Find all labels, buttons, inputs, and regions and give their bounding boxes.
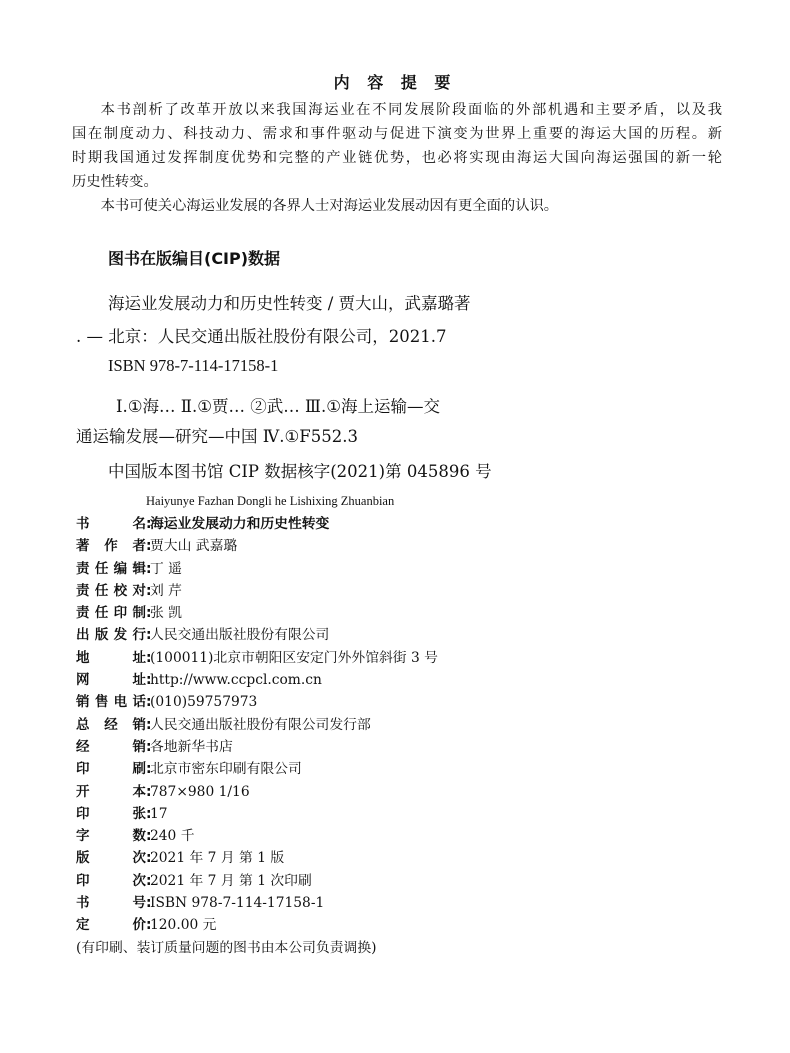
- summary-title: 内 容 提 要: [333, 73, 457, 92]
- row-value: 北京市密东印刷有限公司: [150, 761, 302, 778]
- row-label: 开本: [76, 783, 146, 800]
- row-value: 张 凯: [150, 605, 182, 622]
- cip-isbn-line: ISBN 978-7-114-17158-1: [108, 356, 279, 375]
- copyright-row-format: 开本:787×980 1/16: [76, 781, 438, 803]
- row-value: 787×980 1/16: [150, 783, 250, 800]
- copyright-row-author: 著作者:贾大山 武嘉璐: [76, 535, 438, 557]
- row-value: 240 千: [150, 828, 195, 845]
- row-value: (010)59757973: [150, 694, 258, 711]
- row-label: 定价: [76, 917, 146, 934]
- cip-title-line: 海运业发展动力和历史性转变 / 贾大山，武嘉璐著: [108, 294, 471, 313]
- row-label: 总经销: [76, 716, 146, 733]
- row-value: (100011)北京市朝阳区安定门外外馆斜街 3 号: [150, 649, 438, 666]
- quality-note: (有印刷、装订质量问题的图书由本公司负责调换): [76, 939, 377, 956]
- copyright-row-distributor: 总经销:人民交通出版社股份有限公司发行部: [76, 714, 438, 736]
- row-value: 17: [150, 805, 168, 822]
- copyright-row-proofreader: 责任校对:刘 芹: [76, 580, 438, 602]
- row-value: 人民交通出版社股份有限公司发行部: [150, 716, 371, 733]
- row-value: 120.00 元: [150, 917, 217, 934]
- copyright-block: [76, 513, 438, 959]
- row-label: 责任校对: [76, 582, 146, 599]
- copyright-row-printer: 印刷:北京市密东印刷有限公司: [76, 758, 438, 780]
- row-label: 网址: [76, 672, 146, 689]
- row-value: 丁 遥: [150, 560, 182, 577]
- copyright-row-edition: 版次:2021 年 7 月 第 1 版: [76, 847, 438, 869]
- row-value: 海运业发展动力和历史性转变: [150, 516, 330, 532]
- row-label: 印刷: [76, 761, 146, 778]
- summary-line: 时期我国通过发挥制度优势和完整的产业链优势，也必将实现由海运大国向海运强国的新一轮: [72, 150, 722, 166]
- copyright-row-price: 定价:120.00 元: [76, 914, 438, 936]
- row-label: 书号: [76, 895, 146, 912]
- row-label: 销售电话: [76, 694, 146, 711]
- copyright-row-isbn: 书号:ISBN 978-7-114-17158-1: [76, 892, 438, 914]
- row-value: 贾大山 武嘉璐: [150, 538, 238, 555]
- row-label: 版次: [76, 850, 146, 867]
- copyright-row-printing: 印次:2021 年 7 月 第 1 次印刷: [76, 870, 438, 892]
- copyright-row-printing-supervisor: 责任印制:张 凯: [76, 602, 438, 624]
- copyright-row-address: 地址:(100011)北京市朝阳区安定门外外馆斜街 3 号: [76, 647, 438, 669]
- row-value: 刘 芹: [150, 582, 182, 599]
- summary-line: 本书可使关心海运业发展的各界人士对海运业发展动因有更全面的认识。: [100, 198, 559, 214]
- row-value: 各地新华书店: [150, 738, 233, 755]
- pinyin-title: Haiyunye Fazhan Dongli he Lishixing Zhuanbian: [146, 494, 395, 508]
- summary-line: 国在制度动力、科技动力、需求和事件驱动与促进下演变为世界上重要的海运大国的历程。新: [72, 126, 722, 142]
- copyright-row-publisher: 出版发行:人民交通出版社股份有限公司: [76, 624, 438, 646]
- row-label: 地址: [76, 649, 146, 666]
- row-label: 责任印制: [76, 605, 146, 622]
- row-value: ISBN 978-7-114-17158-1: [150, 895, 325, 912]
- copyright-row-seller: 经销:各地新华书店: [76, 736, 438, 758]
- copyright-row-website: 网址:http://www.ccpcl.com.cn: [76, 669, 438, 691]
- cip-number-line: 中国版本图书馆 CIP 数据核字(2021)第 045896 号: [108, 462, 492, 481]
- copyright-row-phone: 销售电话:(010)59757973: [76, 691, 438, 713]
- cip-subject-line: Ⅰ.①海… Ⅱ.①贾… ②武… Ⅲ.①海上运输—交: [116, 397, 440, 416]
- row-label: 书名: [76, 516, 146, 532]
- row-value: 2021 年 7 月 第 1 版: [150, 850, 285, 867]
- row-value: http://www.ccpcl.com.cn: [150, 672, 322, 689]
- copyright-row-word-count: 字数:240 千: [76, 825, 438, 847]
- cip-heading: 图书在版编目(CIP)数据: [108, 249, 281, 268]
- row-label: 责任编辑: [76, 560, 146, 577]
- summary-body: [72, 98, 722, 218]
- row-label: 著作者: [76, 538, 146, 555]
- summary-line: 本书剖析了改革开放以来我国海运业在不同发展阶段面临的外部机遇和主要矛盾，以及我: [100, 102, 722, 118]
- row-label: 印次: [76, 872, 146, 889]
- row-label: 字数: [76, 828, 146, 845]
- row-value: 人民交通出版社股份有限公司: [150, 627, 330, 644]
- cip-publisher-line: . — 北京：人民交通出版社股份有限公司，2021.7: [76, 327, 447, 346]
- summary-line: 历史性转变。: [72, 174, 158, 190]
- copyright-row-editor: 责任编辑:丁 遥: [76, 558, 438, 580]
- row-label: 经销: [76, 738, 146, 755]
- copyright-row-sheets: 印张:17: [76, 803, 438, 825]
- row-label: 出版发行: [76, 627, 146, 644]
- cip-subject-line-cont: 通运输发展—研究—中国 Ⅳ.①F552.3: [76, 427, 358, 446]
- row-label: 印张: [76, 805, 146, 822]
- copyright-row-title: 书名:海运业发展动力和历史性转变: [76, 513, 438, 535]
- row-value: 2021 年 7 月 第 1 次印刷: [150, 872, 312, 889]
